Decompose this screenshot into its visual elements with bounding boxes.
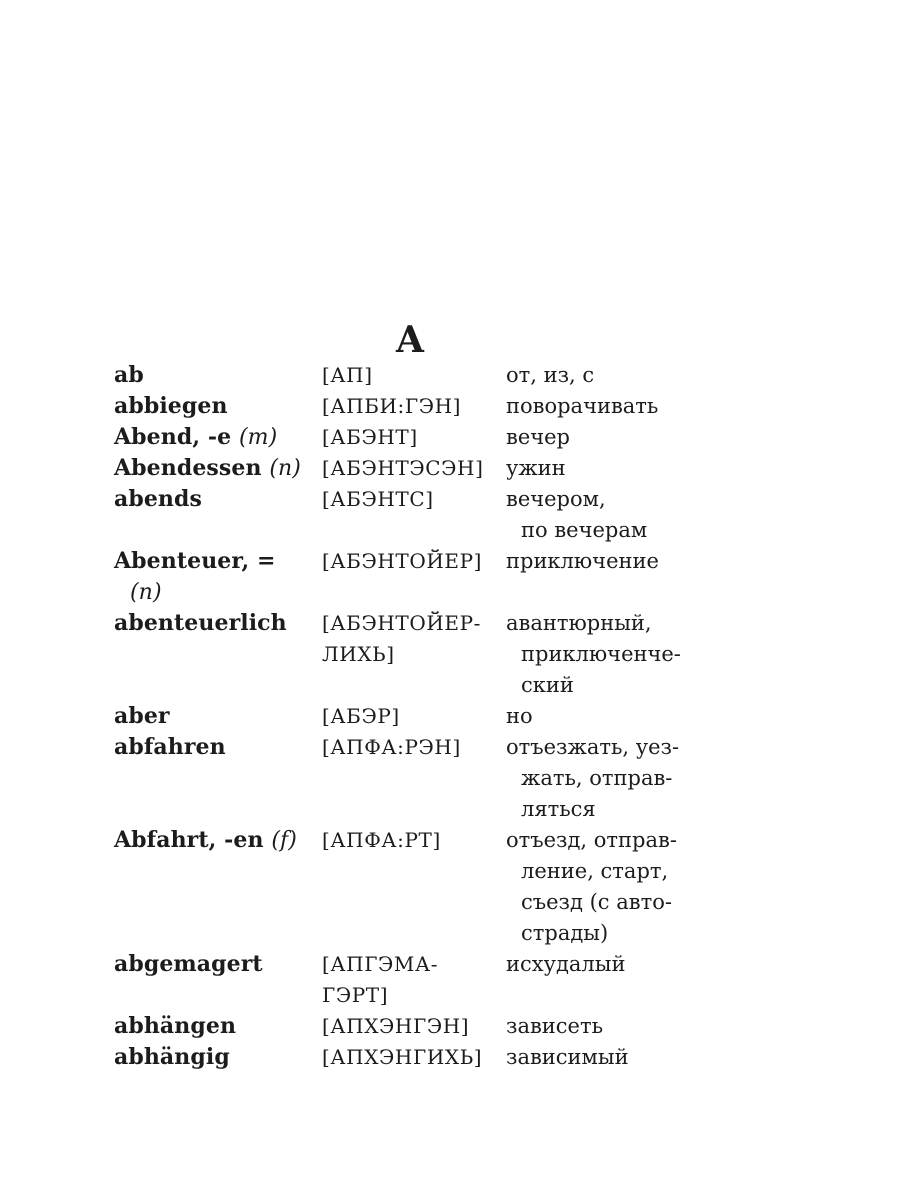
- entry-word: abhängen: [114, 1013, 237, 1039]
- entry-pronunciation: [АБЭНТС]: [322, 487, 434, 511]
- entry-word: ab: [114, 362, 144, 388]
- entry-pronunciation: [АПФА:РТ]: [322, 828, 441, 852]
- entry-translation: вечером, по вечерам: [506, 487, 648, 542]
- entry-pronunciation: [АБЭНТ]: [322, 425, 418, 449]
- dictionary-entry: [114, 453, 834, 484]
- dictionary-entry: [114, 1042, 834, 1073]
- entry-translation: зависеть: [506, 1014, 604, 1038]
- dictionary-entry: [114, 422, 834, 453]
- entry-translation: приключение: [506, 549, 659, 573]
- entry-word: abbiegen: [114, 393, 228, 419]
- dictionary-entry: [114, 825, 834, 949]
- entry-translation: авантюрный, приключенче- ский: [506, 611, 681, 697]
- entry-pronunciation: [АПХЭНГИХЬ]: [322, 1045, 483, 1069]
- entry-word: abgemagert: [114, 951, 263, 977]
- dictionary-entry: [114, 949, 834, 1011]
- entry-pronunciation: [АПФА:РЭН]: [322, 735, 461, 759]
- entry-word: abfahren: [114, 734, 226, 760]
- gender-marker: (f): [271, 828, 297, 853]
- entry-word: aber: [114, 703, 170, 729]
- entry-word: Abendessen (n): [114, 455, 301, 481]
- entry-word: abhängig: [114, 1044, 230, 1070]
- entry-word: Abfahrt, -en (f): [114, 827, 297, 853]
- entry-pronunciation: [АПБИ:ГЭН]: [322, 394, 462, 418]
- entry-pronunciation: [АБЭНТОЙЕР- ЛИХЬ]: [322, 611, 481, 666]
- dictionary-entry: [114, 484, 834, 546]
- entry-word: abenteuerlich: [114, 610, 287, 636]
- dictionary-entry: [114, 608, 834, 701]
- entry-word: Abenteuer, = (n): [114, 546, 322, 608]
- entry-pronunciation: [АП]: [322, 363, 373, 387]
- gender-marker: (n): [269, 456, 301, 481]
- gender-marker: (n): [130, 580, 162, 605]
- dictionary-entries: [114, 360, 834, 1073]
- entry-pronunciation: [АБЭНТЭСЭН]: [322, 456, 484, 480]
- section-letter-heading: A: [396, 319, 424, 361]
- entry-pronunciation: [АБЭНТОЙЕР]: [322, 549, 483, 573]
- entry-translation: поворачивать: [506, 394, 659, 418]
- entry-pronunciation: [АБЭР]: [322, 704, 400, 728]
- entry-word: Abend, -e (m): [114, 424, 278, 450]
- dictionary-entry: [114, 546, 834, 608]
- entry-pronunciation: [АПГЭМА- ГЭРТ]: [322, 952, 439, 1007]
- entry-translation: отъезжать, уез- жать, отправ- ляться: [506, 735, 680, 821]
- entry-translation: зависимый: [506, 1045, 629, 1069]
- entry-word: abends: [114, 486, 202, 512]
- entry-pronunciation: [АПХЭНГЭН]: [322, 1014, 470, 1038]
- dictionary-entry: [114, 701, 834, 732]
- entry-translation: от, из, с: [506, 363, 595, 387]
- dictionary-entry: [114, 732, 834, 825]
- entry-translation: отъезд, отправ- ление, старт, съезд (с авто- страды): [506, 828, 677, 945]
- entry-translation: вечер: [506, 425, 571, 449]
- entry-translation: исхудалый: [506, 952, 626, 976]
- gender-marker: (m): [238, 425, 278, 450]
- dictionary-entry: [114, 360, 834, 391]
- entry-translation: но: [506, 704, 533, 728]
- dictionary-entry: [114, 391, 834, 422]
- entry-translation: ужин: [506, 456, 566, 480]
- dictionary-entry: [114, 1011, 834, 1042]
